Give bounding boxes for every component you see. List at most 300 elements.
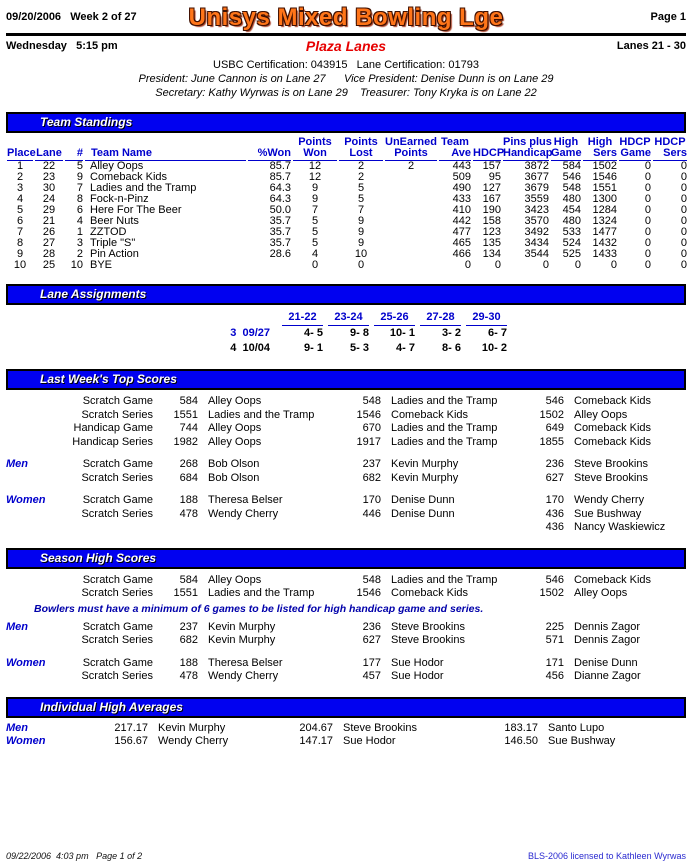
standings-cell: 127: [482, 182, 501, 194]
score-group: [6, 574, 686, 601]
standings-cell: 9: [357, 237, 365, 249]
standings-cell: 10: [70, 259, 83, 271]
bowling-center-name: Plaza Lanes: [305, 38, 387, 54]
lane-pair-header: 23-24: [328, 310, 369, 326]
season-high-individual-scores: [6, 621, 686, 684]
standings-cell: 3677: [524, 171, 549, 183]
score-stat-label: Scratch Game: [82, 494, 153, 506]
score-value: 170: [545, 494, 564, 506]
standings-cell: 6: [76, 204, 83, 216]
score-group-label: Men: [6, 458, 28, 470]
standings-cell: 465: [452, 237, 471, 249]
score-value: 682: [179, 634, 198, 646]
standings-cell: 35.7: [269, 237, 291, 249]
high-average-value: 156.67: [114, 735, 148, 747]
score-stat-label: Scratch Game: [82, 656, 153, 669]
standings-header-label: Game: [620, 147, 651, 159]
score-name: Comeback Kids: [574, 573, 652, 586]
high-average-value: 146.50: [504, 735, 538, 747]
score-value: 268: [179, 458, 198, 470]
score-stat-label: Handicap Series: [72, 435, 153, 448]
score-row: [6, 634, 686, 648]
standings-cell: 167: [482, 193, 501, 205]
standings-cell: 0: [494, 259, 501, 271]
standings-cell: 26: [42, 226, 56, 238]
standings-cell: 524: [562, 237, 581, 249]
score-row: [6, 621, 686, 635]
last-week-top-scores: [6, 395, 686, 535]
score-name: Kevin Murphy: [391, 471, 459, 484]
score-group-label: [6, 422, 58, 436]
score-name: Comeback Kids: [574, 395, 652, 407]
score-name: Comeback Kids: [391, 408, 469, 421]
score-row: [6, 574, 686, 588]
score-value: 571: [545, 634, 564, 646]
score-group-label: Women: [6, 656, 46, 669]
score-value: 548: [362, 573, 381, 586]
standings-cell: Alley Oops: [90, 160, 144, 172]
standings-cell: 2: [357, 160, 365, 172]
season-high-note: Bowlers must have a minimum of 6 games to be listed for high handicap game and series.: [34, 602, 484, 615]
lane-pair-header: 25-26: [374, 310, 415, 326]
standings-cell: 27: [42, 237, 56, 249]
standings-cell: 0: [644, 204, 651, 216]
standings-cell: 9: [76, 171, 83, 183]
standings-cell: 1432: [592, 237, 617, 249]
standings-cell: 0: [680, 193, 687, 205]
score-value: 456: [545, 670, 564, 682]
score-value: 584: [179, 395, 198, 407]
standings-cell: 2: [76, 248, 83, 260]
high-average-group-label: Women: [6, 735, 46, 747]
score-name: Ladies and the Tramp: [391, 435, 498, 448]
standings-cell: 3434: [524, 237, 549, 249]
standings-cell: 3: [16, 182, 24, 194]
standings-cell: 30: [42, 182, 56, 194]
standings-cell: 3: [76, 237, 83, 249]
high-average-value: 147.17: [299, 735, 333, 747]
standings-cell: 0: [644, 237, 651, 249]
standings-cell: 5: [76, 160, 83, 172]
standings-cell: 12: [308, 160, 322, 172]
standings-cell: 480: [562, 215, 581, 227]
score-value: 236: [545, 458, 564, 470]
score-name: Wendy Cherry: [208, 507, 279, 520]
score-row: [6, 409, 686, 423]
score-value: 478: [179, 670, 198, 682]
standings-cell: Comeback Kids: [90, 171, 168, 183]
lane-label-spacer: [184, 310, 282, 326]
standings-cell: BYE: [90, 259, 113, 271]
standings-cell: 21: [42, 215, 56, 227]
score-row: [6, 508, 686, 522]
score-name: Alley Oops: [208, 395, 262, 407]
score-name: Ladies and the Tramp: [391, 573, 498, 586]
high-average-name: Steve Brookins: [343, 721, 417, 734]
score-name: Wendy Cherry: [574, 494, 645, 506]
lane-assignment-row: [6, 341, 686, 356]
standings-cell: 4: [16, 193, 24, 205]
lane-pairs-header-row: [6, 310, 686, 326]
standings-cell: 443: [452, 160, 471, 172]
section-bar-individual-high-averages: Individual High Averages: [6, 697, 686, 718]
score-value: 546: [545, 573, 564, 586]
lane-assignment-row: [6, 326, 686, 341]
officers-line-1: President: June Cannon is on Lane 27 Vice President: Denise Dunn is on Lane 29: [138, 73, 554, 85]
standings-cell: Triple "S": [90, 237, 136, 249]
score-stat-label: Scratch Game: [82, 620, 153, 633]
score-group: [6, 494, 686, 535]
standings-cell: 1324: [592, 215, 617, 227]
score-name: Ladies and the Tramp: [391, 422, 498, 434]
score-name: Alley Oops: [208, 573, 262, 586]
standings-cell: [384, 216, 438, 227]
report-footer: [6, 851, 686, 861]
lane-spacer: [6, 341, 184, 356]
score-value: 478: [179, 507, 198, 520]
standings-cell: 490: [452, 182, 471, 194]
standings-cell: [384, 194, 438, 205]
standings-cell: 6: [16, 215, 24, 227]
standings-header-label: Handicap: [503, 147, 553, 159]
score-group-label: [6, 574, 58, 588]
score-name: Wendy Cherry: [208, 670, 279, 682]
high-average-row: [6, 735, 686, 749]
score-name: Alley Oops: [208, 422, 262, 434]
standings-cell: 0: [680, 204, 687, 216]
lane-pair-header: 27-28: [420, 310, 461, 326]
standings-cell: 7: [76, 182, 83, 194]
standings-cell: 584: [562, 160, 581, 172]
high-average-name: Kevin Murphy: [158, 721, 226, 734]
score-name: Sue Hodor: [391, 656, 444, 669]
section-bar-last-week-top-scores: Last Week's Top Scores: [6, 369, 686, 390]
score-name: Bob Olson: [208, 471, 260, 484]
lane-spacer: [6, 326, 184, 341]
standings-cell: 28: [42, 248, 56, 260]
standings-header-top-cell: High: [553, 136, 579, 148]
standings-cell: 0: [644, 171, 651, 183]
score-name: Alley Oops: [574, 587, 628, 599]
standings-cell: 64.3: [269, 182, 291, 194]
score-value: 436: [545, 507, 564, 520]
standings-header-label: Ave: [439, 148, 471, 161]
standings-header-label: Won: [293, 148, 337, 161]
standings-cell: 50.0: [269, 204, 291, 216]
lane-matchup: 4- 5: [304, 327, 323, 339]
standings-cell: 10: [354, 248, 368, 260]
standings-cell: 95: [488, 171, 501, 183]
score-value: 1551: [173, 587, 198, 599]
score-name: Denise Dunn: [391, 494, 455, 506]
standings-cell: 9: [16, 248, 24, 260]
standings-cell: 0: [680, 182, 687, 194]
standings-cell: 28.6: [269, 248, 291, 260]
report-header-row2: [6, 38, 686, 56]
standings-cell: [384, 260, 438, 271]
high-average-name: Sue Hodor: [343, 735, 396, 747]
score-value: 436: [545, 521, 564, 533]
standings-cell: Beer Nuts: [90, 215, 139, 227]
league-day-time: Wednesday 5:15 pm: [6, 40, 118, 52]
standings-cell: 25: [42, 259, 56, 271]
score-value: 1982: [173, 435, 198, 448]
standings-cell: 2: [357, 171, 365, 183]
standings-cell: 3872: [524, 160, 549, 172]
score-group-label: [6, 472, 58, 486]
standings-cell: 190: [482, 204, 501, 216]
standings-cell: 1: [76, 226, 83, 238]
score-row: [6, 436, 686, 450]
header-rule: [6, 33, 686, 36]
score-value: 188: [179, 656, 198, 669]
score-value: 237: [179, 620, 198, 633]
standings-cell: 10: [13, 259, 27, 271]
score-name: Steve Brookins: [574, 471, 648, 484]
score-name: Alley Oops: [208, 435, 262, 448]
lane-pair-header: 21-22: [282, 310, 323, 326]
lane-matchup: 6- 7: [488, 327, 507, 339]
standings-cell: 64.3: [269, 193, 291, 205]
standings-header-label: Sers: [653, 148, 687, 161]
score-value: 1546: [356, 408, 381, 421]
standings-cell: 0: [644, 182, 651, 194]
standings-cell: 23: [42, 171, 56, 183]
high-average-name: Wendy Cherry: [158, 735, 229, 747]
standings-cell: 509: [452, 171, 471, 183]
high-average-value: 204.67: [299, 721, 333, 734]
score-group-label: [6, 587, 58, 601]
standings-cell: 5: [311, 215, 319, 227]
standings-header-top-cell: Points: [298, 136, 332, 148]
score-stat-label: Scratch Series: [81, 634, 153, 646]
score-group: [6, 395, 686, 449]
standings-cell: Pin Action: [90, 248, 139, 260]
standings-cell: 2: [16, 171, 24, 183]
score-value: [153, 521, 198, 535]
score-stat-label: Scratch Game: [82, 573, 153, 586]
standings-row: [6, 260, 688, 271]
standings-cell: 0: [610, 259, 617, 271]
section-bar-season-high-scores: Season High Scores: [6, 548, 686, 569]
standings-cell: 0: [311, 259, 319, 271]
lane-week-label: 4 10/04: [230, 342, 270, 354]
standings-cell: 1477: [592, 226, 617, 238]
standings-cell: 7: [311, 204, 319, 216]
score-group: [6, 458, 686, 485]
standings-cell: 0: [680, 226, 687, 238]
score-name: [198, 521, 336, 535]
standings-cell: 0: [644, 226, 651, 238]
league-title: Unisys Mixed Bowling Lge: [188, 4, 504, 31]
score-value: 584: [179, 573, 198, 586]
high-average-value: 217.17: [114, 721, 148, 734]
standings-cell: 442: [452, 215, 471, 227]
standings-cell: 1551: [592, 182, 617, 194]
standings-header-top-cell: HDCP: [619, 136, 651, 148]
score-stat-label: Scratch Game: [82, 458, 153, 470]
standings-cell: 5: [357, 193, 365, 205]
standings-cell: 548: [562, 182, 581, 194]
score-stat-label: Scratch Series: [81, 587, 153, 599]
standings-cell: ZZTOD: [90, 226, 127, 238]
lane-pair-header: 29-30: [466, 310, 507, 326]
score-row: [6, 494, 686, 508]
standings-cell: 533: [562, 226, 581, 238]
standings-header-label: #: [65, 148, 83, 161]
standings-cell: 9: [311, 193, 319, 205]
score-group-label: [6, 395, 58, 409]
standings-cell: 85.7: [269, 171, 291, 183]
lane-matchup: 9- 8: [350, 327, 369, 339]
score-value: 1855: [539, 435, 564, 448]
standings-header-label: %Won: [248, 148, 291, 161]
standings-header-top-cell: HDCP: [654, 136, 686, 148]
standings-cell: 1284: [592, 204, 617, 216]
standings-cell: 9: [357, 226, 365, 238]
standings-header-label: Place: [7, 147, 36, 159]
standings-cell: 546: [562, 171, 581, 183]
high-average-name: Sue Bushway: [548, 735, 616, 747]
standings-cell: 123: [482, 226, 501, 238]
score-name: Bob Olson: [208, 458, 260, 470]
score-name: Sue Bushway: [574, 507, 642, 520]
score-group: [6, 657, 686, 684]
score-value: 225: [545, 620, 564, 633]
footer-license-info: BLS-2006 licensed to Kathleen Wyrwas: [527, 851, 686, 861]
standings-header-label: Lane: [36, 147, 62, 159]
score-stat-label: [58, 521, 153, 535]
score-value: 546: [545, 395, 564, 407]
standings-cell: 0: [644, 215, 651, 227]
score-value: 670: [362, 422, 381, 434]
standings-cell: 0: [680, 237, 687, 249]
standings-cell: Here For The Beer: [90, 204, 182, 216]
standings-header-label: Team Name: [85, 148, 246, 161]
score-value: 236: [362, 620, 381, 633]
standings-cell: 157: [482, 160, 501, 172]
score-group-label: [6, 670, 58, 684]
standings-header-top-cell: Team: [441, 136, 469, 148]
standings-header-label: Game: [551, 147, 582, 159]
score-group-label: [6, 409, 58, 423]
score-value: 446: [362, 507, 381, 520]
standings-header-top-cell: Points: [344, 136, 378, 148]
score-stat-label: Scratch Series: [81, 408, 153, 421]
report-header-row1: [6, 4, 686, 33]
standings-cell: 0: [680, 160, 687, 172]
score-stat-label: Scratch Series: [81, 507, 153, 520]
score-name: Dennis Zagor: [574, 634, 641, 646]
standings-cell: [384, 238, 438, 249]
standings-cell: 3559: [524, 193, 549, 205]
score-value: 684: [179, 471, 198, 484]
standings-cell: 0: [680, 259, 687, 271]
score-name: Ladies and the Tramp: [391, 395, 498, 407]
score-name: Denise Dunn: [574, 656, 638, 669]
standings-cell: 0: [680, 171, 687, 183]
score-value: 649: [545, 422, 564, 434]
score-name: Denise Dunn: [391, 507, 455, 520]
score-row: [6, 458, 686, 472]
lane-matchup: 8- 6: [442, 342, 461, 354]
score-row: [6, 670, 686, 684]
standings-cell: 158: [482, 215, 501, 227]
standings-header-top-cell: UnEarned: [385, 136, 437, 148]
standings-cell: 3423: [524, 204, 549, 216]
lane-week-label: 3 09/27: [230, 327, 270, 339]
standings-cell: 9: [311, 182, 319, 194]
score-value: 1551: [173, 408, 198, 421]
standings-cell: 480: [562, 193, 581, 205]
standings-cell: 1300: [592, 193, 617, 205]
standings-cell: 12: [308, 171, 322, 183]
standings-cell: 5: [311, 237, 319, 249]
standings-header-label: Lost: [339, 148, 383, 161]
score-name: Nancy Waskiewicz: [574, 521, 666, 533]
standings-cell: 7: [357, 204, 365, 216]
standings-cell: 0: [680, 248, 687, 260]
standings-cell: 0: [464, 259, 471, 271]
lanes-range: Lanes 21 - 30: [616, 40, 686, 52]
standings-cell: 4: [76, 215, 83, 227]
score-name: Dennis Zagor: [574, 620, 641, 633]
standings-cell: 0: [644, 193, 651, 205]
score-name: [381, 521, 519, 535]
standings-cell: 4: [311, 248, 319, 260]
lane-matchup: 9- 1: [304, 342, 323, 354]
lane-matchup: 10- 1: [389, 327, 415, 339]
standings-cell: 3679: [524, 182, 549, 194]
score-value: 188: [179, 494, 198, 506]
standings-cell: 0: [574, 259, 581, 271]
score-stat-label: Handicap Game: [73, 422, 153, 434]
standings-cell: 466: [452, 248, 471, 260]
standings-cell: 85.7: [269, 160, 291, 172]
score-name: Sue Hodor: [391, 670, 444, 682]
standings-header-label: HDCP: [473, 147, 505, 159]
lane-spacer: [6, 310, 184, 326]
score-value: 170: [362, 494, 381, 506]
score-value: 171: [545, 656, 564, 669]
standings-cell: 477: [452, 226, 471, 238]
high-average-value: 183.17: [504, 721, 538, 734]
standings-cell: [384, 227, 438, 238]
score-name: Theresa Belser: [208, 494, 283, 506]
score-stat-label: Scratch Series: [81, 670, 153, 682]
standings-cell: 0: [644, 160, 651, 172]
standings-cell: [384, 172, 438, 183]
score-value: 548: [362, 395, 381, 407]
score-name: Alley Oops: [574, 408, 628, 421]
score-row: [6, 395, 686, 409]
standings-cell: 29: [42, 204, 56, 216]
score-name: Ladies and the Tramp: [208, 587, 315, 599]
score-value: 237: [362, 458, 381, 470]
lane-matchup: 4- 7: [396, 342, 415, 354]
score-name: Kevin Murphy: [391, 458, 459, 470]
standings-cell: 0: [542, 259, 549, 271]
score-value: 744: [179, 422, 198, 434]
standings-cell: 22: [42, 160, 56, 172]
standings-cell: [384, 183, 438, 194]
score-group-label: Women: [6, 494, 46, 506]
standings-cell: 3492: [524, 226, 549, 238]
score-group-label: [6, 436, 58, 450]
score-name: Comeback Kids: [574, 422, 652, 434]
standings-cell: 134: [482, 248, 501, 260]
standings-cell: 8: [16, 237, 24, 249]
